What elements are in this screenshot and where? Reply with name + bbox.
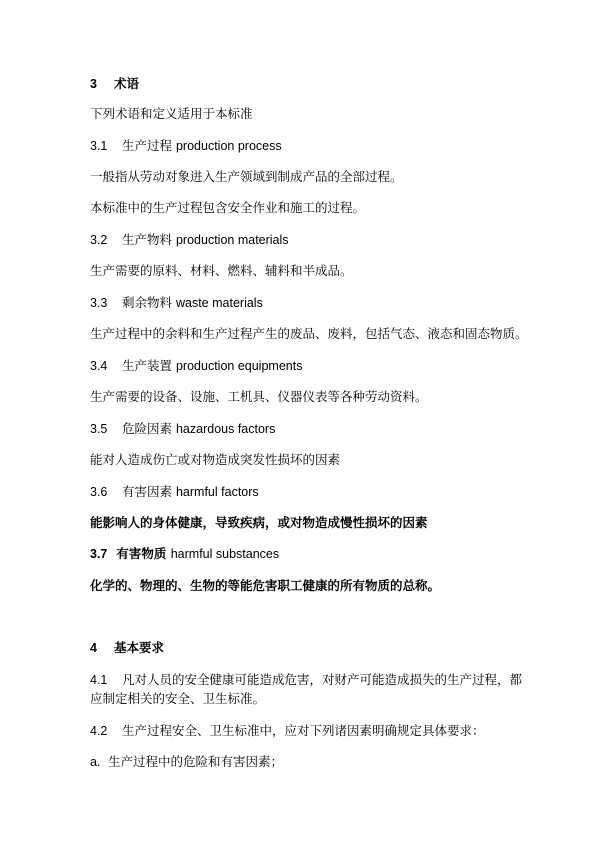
term-en: harmful factors [175,485,259,499]
term-en: harmful substances [170,547,280,561]
term-heading-3-4 [90,358,302,374]
item-number: 4.2 [90,724,108,738]
term-heading-3-1 [90,138,282,154]
term-definition: 化学的、物理的、生物的等能危害职工健康的所有物质的总称。 [90,578,441,593]
section-number: 4 [90,641,97,655]
term-en: hazardous factors [175,422,276,436]
section-title: 术语 [113,76,139,91]
section-3-intro: 下列术语和定义适用于本标准 [90,106,253,121]
section-number: 3 [90,77,97,91]
requirement-4-1 [90,672,522,688]
item-text: 生产过程安全、卫生标准中，应对下列诸因素明确规定具体要求： [121,723,485,738]
item-number: a. [90,755,101,769]
term-zh: 有害物质 [116,546,167,561]
term-number: 3.4 [90,359,108,373]
term-en: waste materials [175,296,263,310]
term-number: 3.7 [90,547,108,561]
term-en: production equipments [175,359,303,373]
term-zh: 剩余物料 [121,295,172,310]
term-heading-3-5 [90,421,275,437]
term-number: 3.6 [90,485,108,499]
term-zh: 危险因素 [121,421,172,436]
requirement-item-a [90,754,283,770]
section-3-heading [90,76,139,92]
term-definition: 生产需要的原料、材料、燃料、辅料和半成品。 [90,263,353,278]
term-heading-3-3 [90,295,263,311]
term-definition: 生产需要的设备、设施、工机具、仪器仪表等各种劳动资料。 [90,389,428,404]
term-en: production materials [175,233,289,247]
requirement-4-1-continued: 应制定相关的安全、卫生标准。 [90,691,266,706]
term-en: production process [175,139,282,153]
term-heading-3-2 [90,232,289,248]
section-title: 基本要求 [113,640,164,655]
term-zh: 生产装置 [121,358,172,373]
term-zh: 生产过程 [121,138,172,153]
term-definition: 能对人造成伤亡或对物造成突发性损坏的因素 [90,452,341,467]
item-text: 生产过程中的危险和有害因素； [107,754,283,769]
term-heading-3-6 [90,484,259,500]
term-zh: 有害因素 [121,484,172,499]
requirement-4-2 [90,723,485,739]
term-definition: 能影响人的身体健康，导致疾病，或对物造成慢性损坏的因素 [90,515,428,530]
term-number: 3.5 [90,422,108,436]
term-heading-3-7 [90,546,279,562]
term-number: 3.1 [90,139,108,153]
term-definition: 生产过程中的余料和生产过程产生的废品、废料，包括气态、液态和固态物质。 [90,326,528,341]
term-number: 3.2 [90,233,108,247]
term-definition: 一般指从劳动对象进入生产领域到制成产品的全部过程。 [90,169,403,184]
item-number: 4.1 [90,673,108,687]
item-text: 凡对人员的安全健康可能造成危害，对财产可能造成损失的生产过程，都 [121,672,522,687]
term-zh: 生产物料 [121,232,172,247]
term-definition: 本标准中的生产过程包含安全作业和施工的过程。 [90,200,366,215]
section-4-heading [90,640,164,656]
term-number: 3.3 [90,296,108,310]
